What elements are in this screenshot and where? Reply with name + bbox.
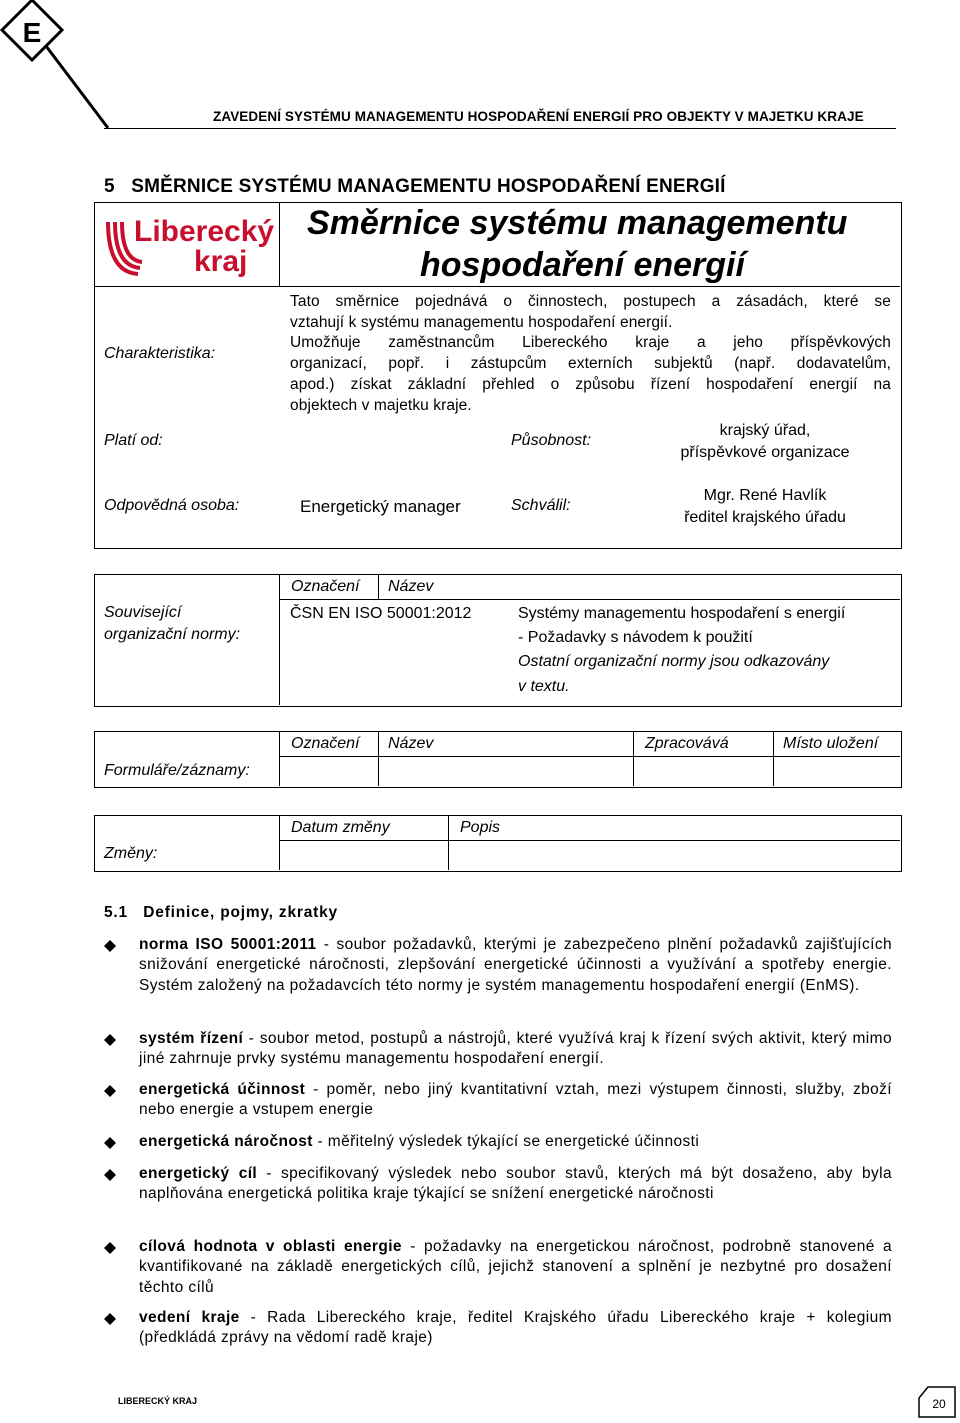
forms-col-name: Název [388, 735, 434, 752]
norm-name-line2: - Požadavky s návodem k použití [518, 629, 753, 646]
forms-col-processed: Zpracovává [645, 735, 729, 752]
definition-item [104, 1164, 892, 1205]
page-number: 20 [932, 1397, 946, 1411]
definition-text: - Rada Libereckého kraje, ředitel Krajského úřadu Libereckého kraje + kolegium (předkládá zprávy na vědomí radě kraje) [139, 1309, 892, 1347]
directive-title-line1: Směrnice systému managementu [307, 204, 848, 242]
characteristic-text [290, 292, 891, 416]
definition-term: vedení kraje [139, 1309, 240, 1326]
forms-col-divider [378, 731, 379, 786]
header-rule [104, 128, 896, 129]
norm-note-line2: v textu. [518, 678, 570, 695]
responsible-value: Energetický manager [300, 497, 461, 516]
diamond-bullet-icon [104, 1313, 116, 1325]
forms-header-rule [279, 756, 900, 757]
directive-logo-divider [279, 202, 280, 286]
forms-col-location: Místo uložení [783, 735, 879, 752]
approved-value-line1: Mgr. René Havlík [703, 487, 827, 504]
diamond-bullet-icon [104, 1169, 116, 1181]
norm-name-line1: Systémy managementu hospodaření s energií [518, 605, 846, 622]
forms-label: Formuláře/záznamy: [104, 762, 250, 779]
forms-col-divider [773, 731, 774, 786]
norms-label-line1: Související [104, 604, 182, 621]
changes-col-divider [448, 815, 449, 870]
norms-label-line2: organizační normy: [104, 626, 241, 643]
definition-item [104, 1237, 892, 1298]
diamond-bullet-icon [104, 1137, 116, 1149]
definition-term: norma ISO 50001:2011 [139, 936, 317, 953]
definitions-heading-title: Definice, pojmy, zkratky [143, 904, 338, 921]
definition-text: - soubor metod, postupů a nástrojů, které využívá kraj k řízení svých aktivit, který mimo jiné zahrnuje prvky systému managementu hospodaření energií. [139, 1030, 892, 1068]
valid-from-label: Platí od: [104, 432, 163, 449]
diamond-bullet-icon [104, 940, 116, 952]
forms-label-divider [279, 731, 280, 786]
section-number: 5 [104, 176, 115, 197]
definition-text: - měřitelný výsledek týkající se energetické účinnosti [312, 1133, 700, 1150]
scope-value-line2: příspěvkové organizace [680, 444, 850, 461]
norm-designation: ČSN EN ISO 50001:2012 [290, 605, 472, 622]
definition-item [104, 1308, 892, 1349]
approved-label: Schválil: [511, 497, 571, 514]
diamond-bullet-icon [104, 1242, 116, 1254]
characteristic-line: vztahují k systému managementu hospodaření energií. [290, 313, 673, 331]
corner-logo-e [0, 0, 110, 130]
definition-term: energetický cíl [139, 1165, 258, 1182]
forms-col-divider [633, 731, 634, 786]
logo-line1: Liberecký [134, 215, 275, 248]
characteristic-line: Umožňuje zaměstnancům Libereckého kraje a jeho příspěvkových [290, 334, 891, 352]
definition-text: - požadavky na energetickou náročnost, podrobně stanovené a kvantifikované na základě energetických cílů, jejichž stanovení a splnění je nezbytné pro dosažení těchto cílů [139, 1238, 892, 1296]
characteristic-line: organizací, popř. i zástupcům externích subjektů (např. dodavatelům, [290, 355, 891, 373]
logo-line2: kraj [194, 245, 248, 278]
directive-title-rule [94, 286, 900, 287]
definition-item [104, 1029, 892, 1070]
footer-org: LIBERECKÝ KRAJ [118, 1396, 198, 1406]
directive-title-line2: hospodaření energií [420, 246, 745, 284]
definition-term: systém řízení [139, 1030, 244, 1047]
definition-item [104, 935, 892, 996]
section-heading [104, 176, 726, 198]
running-header: ZAVEDENÍ SYSTÉMU MANAGEMENTU HOSPODAŘENÍ ENERGIÍ PRO OBJEKTY V MAJETKU KRAJE [213, 109, 864, 124]
diamond-bullet-icon [104, 1034, 116, 1046]
definitions-heading-number: 5.1 [104, 904, 128, 921]
diamond-bullet-icon [104, 1085, 116, 1097]
characteristic-label: Charakteristika: [104, 345, 216, 362]
corner-letter: E [22, 17, 42, 48]
definition-term: cílová hodnota v oblasti energie [139, 1238, 402, 1255]
changes-col-date: Datum změny [291, 819, 390, 836]
page-number-badge [918, 1386, 956, 1418]
norms-col-name: Název [388, 578, 434, 595]
characteristic-line: objektech v majetku kraje. [290, 396, 472, 414]
norms-label-divider [279, 574, 280, 705]
definition-term: energetická účinnost [139, 1081, 306, 1098]
responsible-label: Odpovědná osoba: [104, 497, 240, 514]
characteristic-line: Tato směrnice pojednává o činnostech, postupech a zásadách, které se [290, 293, 891, 310]
changes-header-rule [279, 840, 900, 841]
forms-col-designation: Označení [291, 735, 360, 752]
scope-value-line1: krajský úřad, [719, 422, 811, 439]
definition-term: energetická náročnost [139, 1133, 313, 1150]
definition-item [104, 1132, 892, 1152]
norm-note-line1: Ostatní organizační normy jsou odkazovány [518, 653, 830, 670]
approved-value-line2: ředitel krajského úřadu [684, 509, 846, 526]
scope-label: Působnost: [511, 432, 592, 449]
characteristic-line: apod.) získat základní přehled o způsobu řízení hospodaření energií na [290, 375, 891, 393]
definition-item [104, 1080, 892, 1121]
definition-text: - poměr, nebo jiný kvantitativní vztah, mezi výstupem činnosti, služby, zboží nebo energie a vstupem energie [139, 1081, 893, 1119]
section-title: SMĚRNICE SYSTÉMU MANAGEMENTU HOSPODAŘENÍ ENERGIÍ [131, 176, 726, 197]
changes-label-divider [279, 815, 280, 870]
definitions-heading [104, 904, 338, 922]
norms-col-divider [378, 574, 379, 599]
norms-col-designation: Označení [291, 578, 360, 595]
definition-text: - specifikovaný výsledek nebo soubor stavů, kterých má být dosaženo, aby byla naplňována energetická politika kraje týkající se snížení energetické náročnosti [139, 1165, 892, 1203]
definition-text: - soubor požadavků, kterými je zabezpečeno plnění požadavků zajišťujících snižování energetické náročnosti, zlepšování energetické účinnosti a využívání a spotřeby energie. Systém založený na požadavcích této normy je systém managementu hospodaření energií (EnMS). [139, 936, 893, 994]
liberecky-kraj-logo [104, 208, 276, 280]
changes-col-desc: Popis [460, 819, 501, 836]
norms-header-rule [279, 599, 900, 600]
changes-label: Změny: [104, 845, 158, 862]
